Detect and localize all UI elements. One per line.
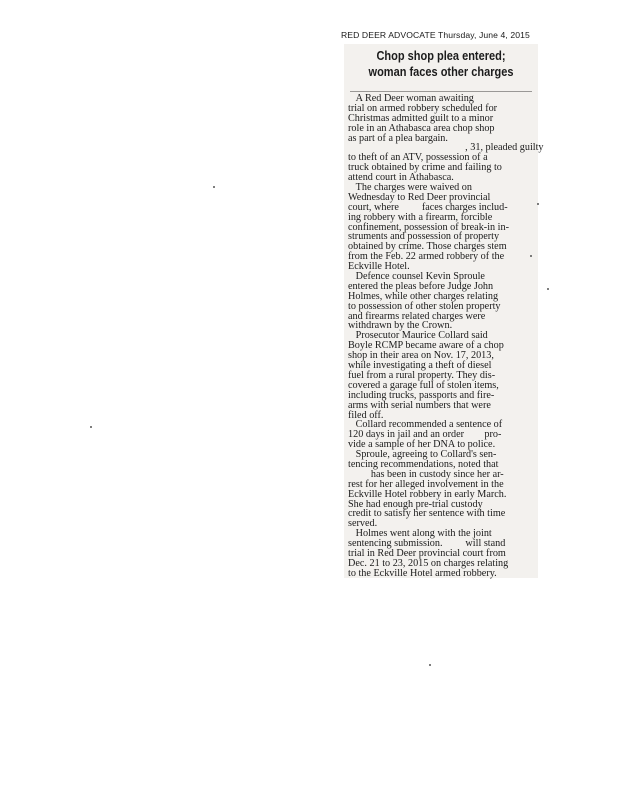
article-line: withdrawn by the Crown. (348, 320, 453, 332)
article-line: Eckville Hotel. (348, 261, 410, 273)
article-line: Wednesday to Red Deer provincial (348, 191, 491, 203)
scan-speck (537, 203, 539, 205)
article-line: ing robbery with a firearm, forcible (348, 211, 493, 223)
article-line: fuel from a rural property. They dis- (348, 369, 496, 381)
article-line: , 31, pleaded guilty (348, 142, 544, 154)
dateline: RED DEER ADVOCATE Thursday, June 4, 2015 (341, 30, 530, 40)
article-line: Defence counsel Kevin Sproule (348, 271, 485, 283)
article-line: and firearms related charges were (348, 310, 486, 322)
article-line: tencing recommendations, noted that (348, 458, 499, 470)
article-line: including trucks, passports and fire- (348, 389, 495, 401)
scan-speck (90, 426, 92, 428)
headline-line-2: woman faces other charges (368, 64, 514, 79)
article-line: trial in Red Deer provincial court from (348, 547, 506, 559)
article-line: Prosecutor Maurice Collard said (348, 330, 488, 342)
article-line: has been in custody since her ar- (348, 468, 504, 480)
article-line: Holmes went along with the joint (348, 528, 492, 540)
article-line: Christmas admitted guilt to a minor (348, 112, 494, 124)
article-line: to the Eckville Hotel armed robbery. (348, 567, 497, 579)
scan-speck (547, 288, 549, 290)
article-line: 120 days in jail and an order pro- (348, 429, 502, 441)
article-line: Sproule, agreeing to Collard's sen- (348, 449, 497, 461)
headline-line-1: Chop shop plea entered; (376, 48, 506, 63)
article-line: sentencing submission. will stand (348, 538, 506, 550)
article-line: to possession of other stolen property (348, 300, 501, 312)
article-line: rest for her alleged involvement in the (348, 478, 504, 490)
article-line: while investigating a theft of diesel (348, 360, 492, 372)
article-line: Eckville Hotel robbery in early March. (348, 488, 507, 500)
article-body (348, 93, 544, 579)
article-line: Boyle RCMP became aware of a chop (348, 340, 504, 352)
article-line: struments and possession of property (348, 231, 500, 243)
article-line: A Red Deer woman awaiting (348, 93, 474, 104)
newspaper-clipping (344, 44, 544, 579)
article-line: Collard recommended a sentence of (348, 419, 503, 431)
article-line: as part of a plea bargain. (348, 132, 448, 144)
article-line: Holmes, while other charges relating (348, 290, 499, 302)
headline-rule (350, 91, 532, 92)
article-line: shop in their area on Nov. 17, 2013, (348, 350, 494, 362)
article-line: She had enough pre-trial custody (348, 498, 483, 510)
article-line: Dec. 21 to 23, 2015 on charges relating (348, 557, 509, 569)
article-line: obtained by crime. Those charges stem (348, 241, 507, 253)
article-line: served. (348, 518, 378, 530)
article-line: truck obtained by crime and failing to (348, 162, 502, 174)
article-line: to theft of an ATV, possession of a (348, 152, 488, 164)
article-line: confinement, possession of break-in in- (348, 221, 509, 233)
article-line: vide a sample of her DNA to police. (348, 439, 496, 451)
headline (358, 48, 525, 80)
article-line: arms with serial numbers that were (348, 399, 491, 411)
scan-speck (213, 186, 215, 188)
article-line: from the Feb. 22 armed robbery of the (348, 251, 505, 263)
article-line: credit to satisfy her sentence with time (348, 508, 506, 520)
scan-speck (429, 664, 431, 666)
article-line: entered the pleas before Judge John (348, 280, 494, 292)
scan-speck (530, 255, 532, 257)
article-line: court, where faces charges includ- (348, 201, 508, 213)
article-line: The charges were waived on (348, 182, 472, 194)
article-line: covered a garage full of stolen items, (348, 379, 499, 391)
article-line: attend court in Athabasca. (348, 172, 454, 184)
article-line: trial on armed robbery scheduled for (348, 102, 498, 114)
article-line: filed off. (348, 409, 384, 421)
article-line: role in an Athabasca area chop shop (348, 122, 495, 134)
